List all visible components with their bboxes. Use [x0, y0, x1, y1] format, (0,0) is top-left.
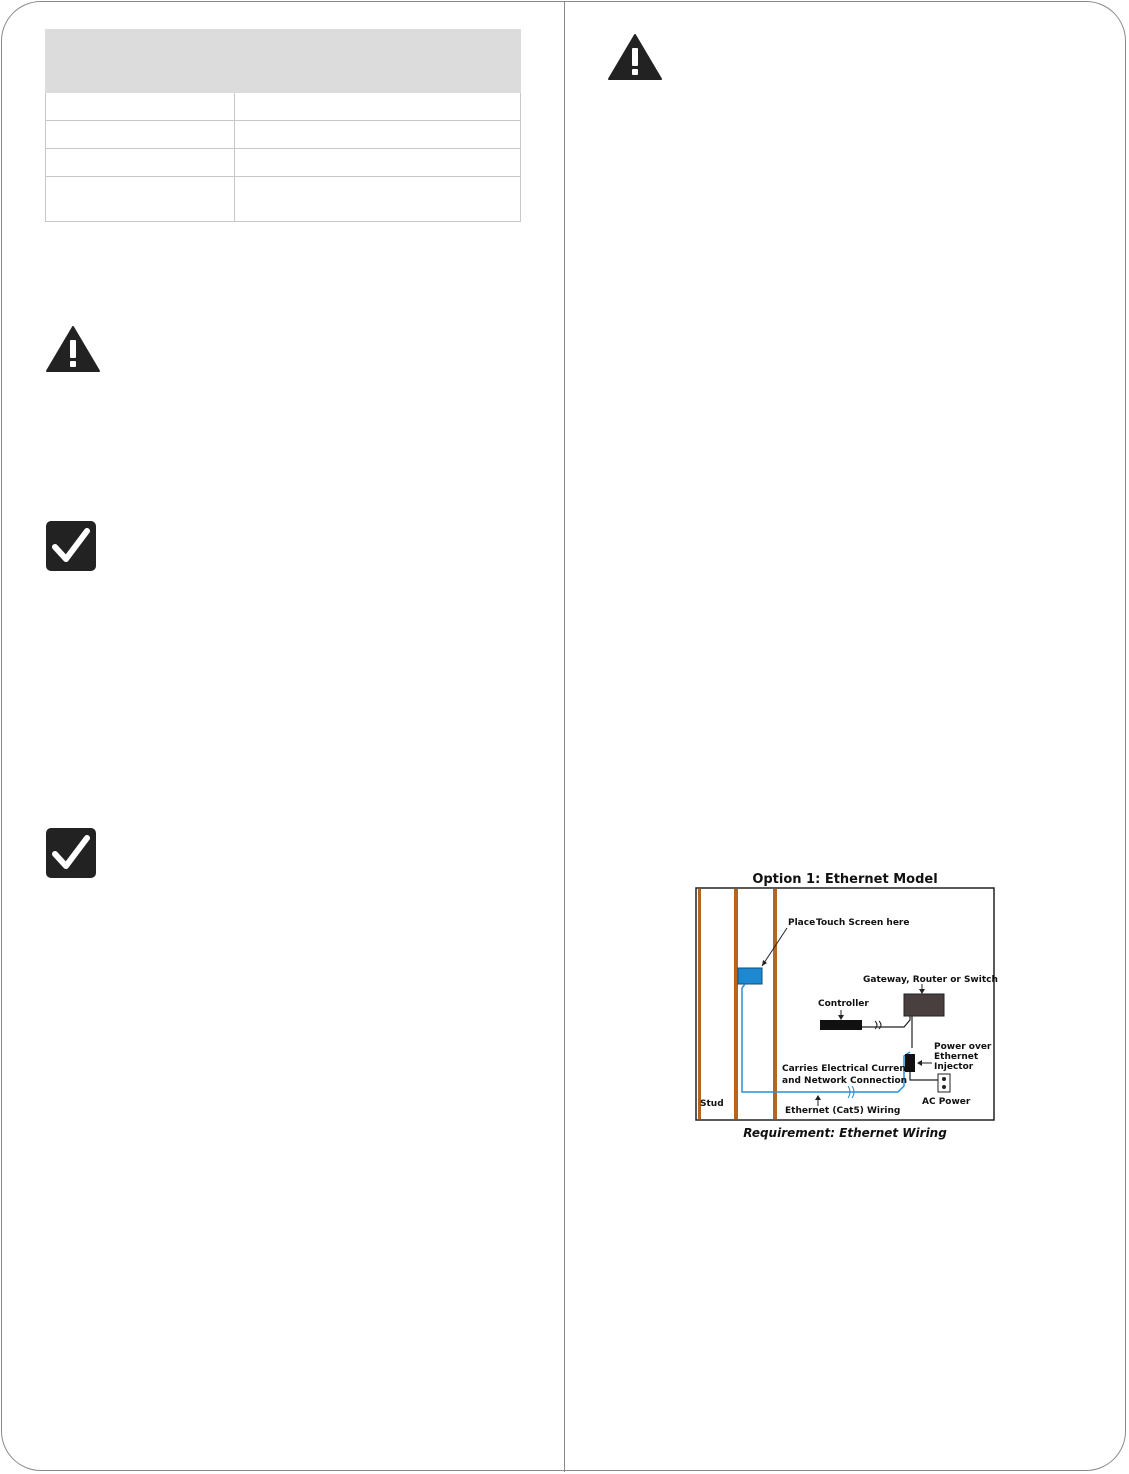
label-poe-3: Injector	[934, 1062, 974, 1072]
label-poe-2: Ethernet	[934, 1052, 979, 1062]
table-cell	[46, 93, 235, 121]
table-cell	[235, 177, 521, 222]
spec-table	[45, 29, 521, 222]
label-controller: Controller	[818, 999, 869, 1009]
label-gateway: Gateway, Router or Switch	[863, 975, 998, 985]
wiring-diagram	[690, 870, 1000, 1150]
gateway-box	[904, 994, 944, 1016]
label-touch-screen: Touch Screen here	[816, 918, 910, 928]
table-cell	[235, 149, 521, 177]
warning-triangle-icon	[607, 33, 663, 81]
table-row	[46, 93, 521, 121]
label-carries-1: Carries Electrical Current	[782, 1064, 911, 1074]
figure-title: Option 1: Ethernet Model	[752, 872, 938, 887]
figure-caption: Requirement: Ethernet Wiring	[743, 1126, 947, 1140]
controller-box	[820, 1020, 862, 1030]
label-ac-power: AC Power	[922, 1097, 971, 1107]
ac-outlet	[938, 1074, 950, 1092]
stud-bar	[698, 889, 701, 1119]
label-stud: Stud	[700, 1099, 724, 1109]
table-header-cell	[46, 30, 235, 93]
touch-screen-box	[738, 968, 762, 984]
checkbox-check-icon	[45, 827, 97, 879]
ethernet-wiring-figure	[690, 870, 1000, 1150]
table-cell	[46, 177, 235, 222]
warning-triangle-icon	[45, 325, 101, 373]
table-header-row	[46, 30, 521, 93]
stud-bar	[773, 889, 777, 1119]
table-cell	[235, 121, 521, 149]
table-header-cell	[235, 30, 521, 93]
column-divider	[564, 2, 565, 1472]
checkbox-check-icon	[45, 520, 97, 572]
label-poe-1: Power over	[934, 1042, 992, 1052]
stud-bar	[734, 889, 738, 1119]
table-row	[46, 121, 521, 149]
table-cell	[46, 121, 235, 149]
table-row	[46, 177, 521, 222]
label-place: Place	[788, 918, 816, 928]
table-cell	[46, 149, 235, 177]
label-carries-2: and Network Connection	[782, 1076, 908, 1086]
table-row	[46, 149, 521, 177]
label-ethernet-wiring: Ethernet (Cat5) Wiring	[785, 1106, 901, 1116]
table-cell	[235, 93, 521, 121]
